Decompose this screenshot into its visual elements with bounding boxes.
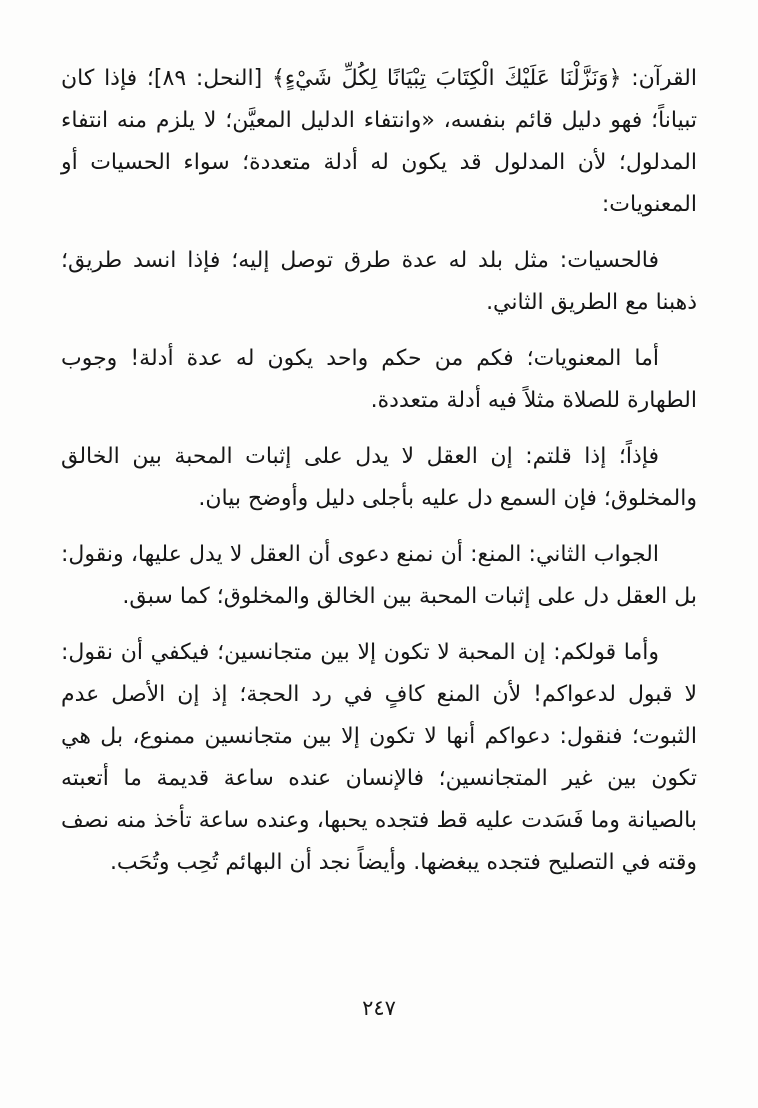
- page-body-text: [61, 58, 697, 898]
- paragraph-second-answer: الجواب الثاني: المنع: أن نمنع دعوى أن العقل لا يدل عليها، ونقول: بل العقل دل على إثبات المحبة بين الخالق والمخلوق؛ كما سبق.: [61, 542, 697, 609]
- paragraph-manawiyat: أما المعنويات؛ فكم من حكم واحد يكون له عدة أدلة! وجوب الطهارة للصلاة مثلاً فيه أدلة متعددة.: [61, 346, 697, 413]
- paragraph-quran-citation: القرآن: ﴿وَنَزَّلْنَا عَلَيْكَ الْكِتَابَ تِبْيَانًا لِكُلِّ شَيْءٍ﴾ [النحل: ٨٩]؛ فإذا كان تبياناً؛ فهو دليل قائم بنفسه، «وانتفاء الدليل المعيَّن؛ لا يلزم منه انتفاء المدلول؛ لأن المدلول قد يكون له أدلة متعددة؛ سواء الحسيات أو المعنويات:: [61, 66, 697, 217]
- paragraph-hissiyat: فالحسيات: مثل بلد له عدة طرق توصل إليه؛ فإذا انسد طريق؛ ذهبنا مع الطريق الثاني.: [61, 248, 697, 315]
- paragraph-wa-amma-qawlukum: وأما قولكم: إن المحبة لا تكون إلا بين متجانسين؛ فيكفي أن نقول: لا قبول لدعواكم! لأن المنع كافٍ في رد الحجة؛ إذ إن الأصل عدم الثبوت؛ فنقول: دعواكم أنها لا تكون إلا بين متجانسين ممنوع، بل هي تكون بين غير المتجانسين؛ فالإنسان عنده ساعة قديمة ما أتعبته بالصيانة وما فَسَدت عليه قط فتجده يحبها، وعنده ساعة تأخذ منه نصف وقته في التصليح فتجده يبغضها. وأيضاً نجد أن البهائم تُحِب وتُحَب.: [61, 640, 697, 875]
- paragraph-faithan: فإذاً؛ إذا قلتم: إن العقل لا يدل على إثبات المحبة بين الخالق والمخلوق؛ فإن السمع دل عليه بأجلى دليل وأوضح بيان.: [61, 444, 697, 511]
- page-number: ٢٤٧: [362, 996, 396, 1020]
